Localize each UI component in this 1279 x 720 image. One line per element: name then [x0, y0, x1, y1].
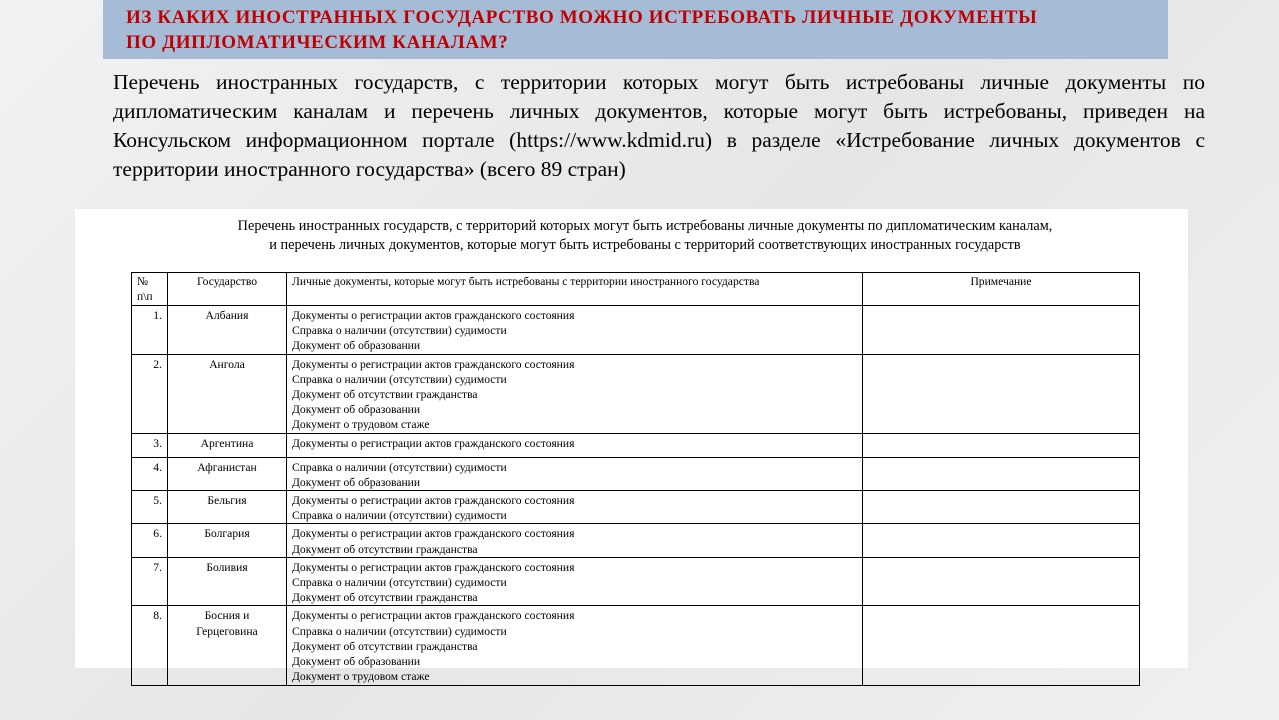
row-number: 7. [132, 557, 168, 606]
header-bar [103, 0, 1168, 59]
table-row [132, 354, 1140, 433]
table-row [132, 457, 1140, 490]
column-header-number: № п\п [132, 273, 168, 306]
row-number: 6. [132, 524, 168, 557]
table-row [132, 306, 1140, 355]
column-header-note: Примечание [863, 273, 1140, 306]
table-row [132, 491, 1140, 524]
intro-paragraph: Перечень иностранных государств, с территории которых могут быть истребованы личные документы по дипломатическим каналам и перечень личных документов, которые могут быть истребованы, приведен на Консульском информационном портале (https://www.kdmid.ru) в разделе «Истребование личных документов с территории иностранного государства» (всего 89 стран) [113, 70, 1205, 181]
document-title-line-1: Перечень иностранных государств, с территорий которых могут быть истребованы личные документы по дипломатическим каналам, [237, 218, 1053, 234]
row-note [863, 491, 1140, 524]
row-documents: Справка о наличии (отсутствии) судимости Документ об образовании [287, 457, 863, 490]
slide-title-line-2: ПО ДИПЛОМАТИЧЕСКИМ КАНАЛАМ? [126, 32, 509, 53]
table-header-row [132, 273, 1140, 306]
table-row [132, 433, 1140, 457]
row-note [863, 557, 1140, 606]
document-title [75, 217, 1215, 255]
row-country: Боливия [168, 557, 287, 606]
row-country: Афганистан [168, 457, 287, 490]
table-row [132, 524, 1140, 557]
row-number: 2. [132, 354, 168, 433]
row-documents: Документы о регистрации актов гражданского состояния Справка о наличии (отсутствии) судимости Документ об образовании [287, 306, 863, 355]
row-number: 8. [132, 606, 168, 686]
row-note [863, 433, 1140, 457]
row-number: 4. [132, 457, 168, 490]
table-row [132, 557, 1140, 606]
row-country: Ангола [168, 354, 287, 433]
row-number: 5. [132, 491, 168, 524]
document-excerpt [75, 209, 1188, 684]
table-row [132, 606, 1140, 686]
row-country: Бельгия [168, 491, 287, 524]
document-title-line-2: и перечень личных документов, которые могут быть истребованы с территорий соответствующих иностранных государств [269, 237, 1021, 253]
row-note [863, 354, 1140, 433]
column-header-country: Государство [168, 273, 287, 306]
row-documents: Документы о регистрации актов гражданского состояния Справка о наличии (отсутствии) судимости Документ об отсутствии гражданства Документ об образовании Документ о трудовом стаже [287, 606, 863, 686]
row-number: 1. [132, 306, 168, 355]
row-note [863, 306, 1140, 355]
row-documents: Документы о регистрации актов гражданского состояния Справка о наличии (отсутствии) судимости Документ об отсутствии гражданства Документ об образовании Документ о трудовом стаже [287, 354, 863, 433]
row-note [863, 457, 1140, 490]
row-note [863, 524, 1140, 557]
row-country: Болгария [168, 524, 287, 557]
row-country: Албания [168, 306, 287, 355]
row-number: 3. [132, 433, 168, 457]
row-country: Босния и Герцеговина [168, 606, 287, 686]
row-documents: Документы о регистрации актов гражданского состояния Документ об отсутствии гражданства [287, 524, 863, 557]
slide-title-line-1: ИЗ КАКИХ ИНОСТРАННЫХ ГОСУДАРСТВО МОЖНО ИСТРЕБОВАТЬ ЛИЧНЫЕ ДОКУМЕНТЫ [126, 7, 1038, 28]
row-documents: Документы о регистрации актов гражданского состояния Справка о наличии (отсутствии) судимости Документ об отсутствии гражданства [287, 557, 863, 606]
row-documents: Документы о регистрации актов гражданского состояния [287, 433, 863, 457]
row-note [863, 606, 1140, 686]
column-header-documents: Личные документы, которые могут быть истребованы с территории иностранного государства [287, 273, 863, 306]
documents-table [131, 272, 1140, 686]
row-documents: Документы о регистрации актов гражданского состояния Справка о наличии (отсутствии) судимости [287, 491, 863, 524]
row-country: Аргентина [168, 433, 287, 457]
